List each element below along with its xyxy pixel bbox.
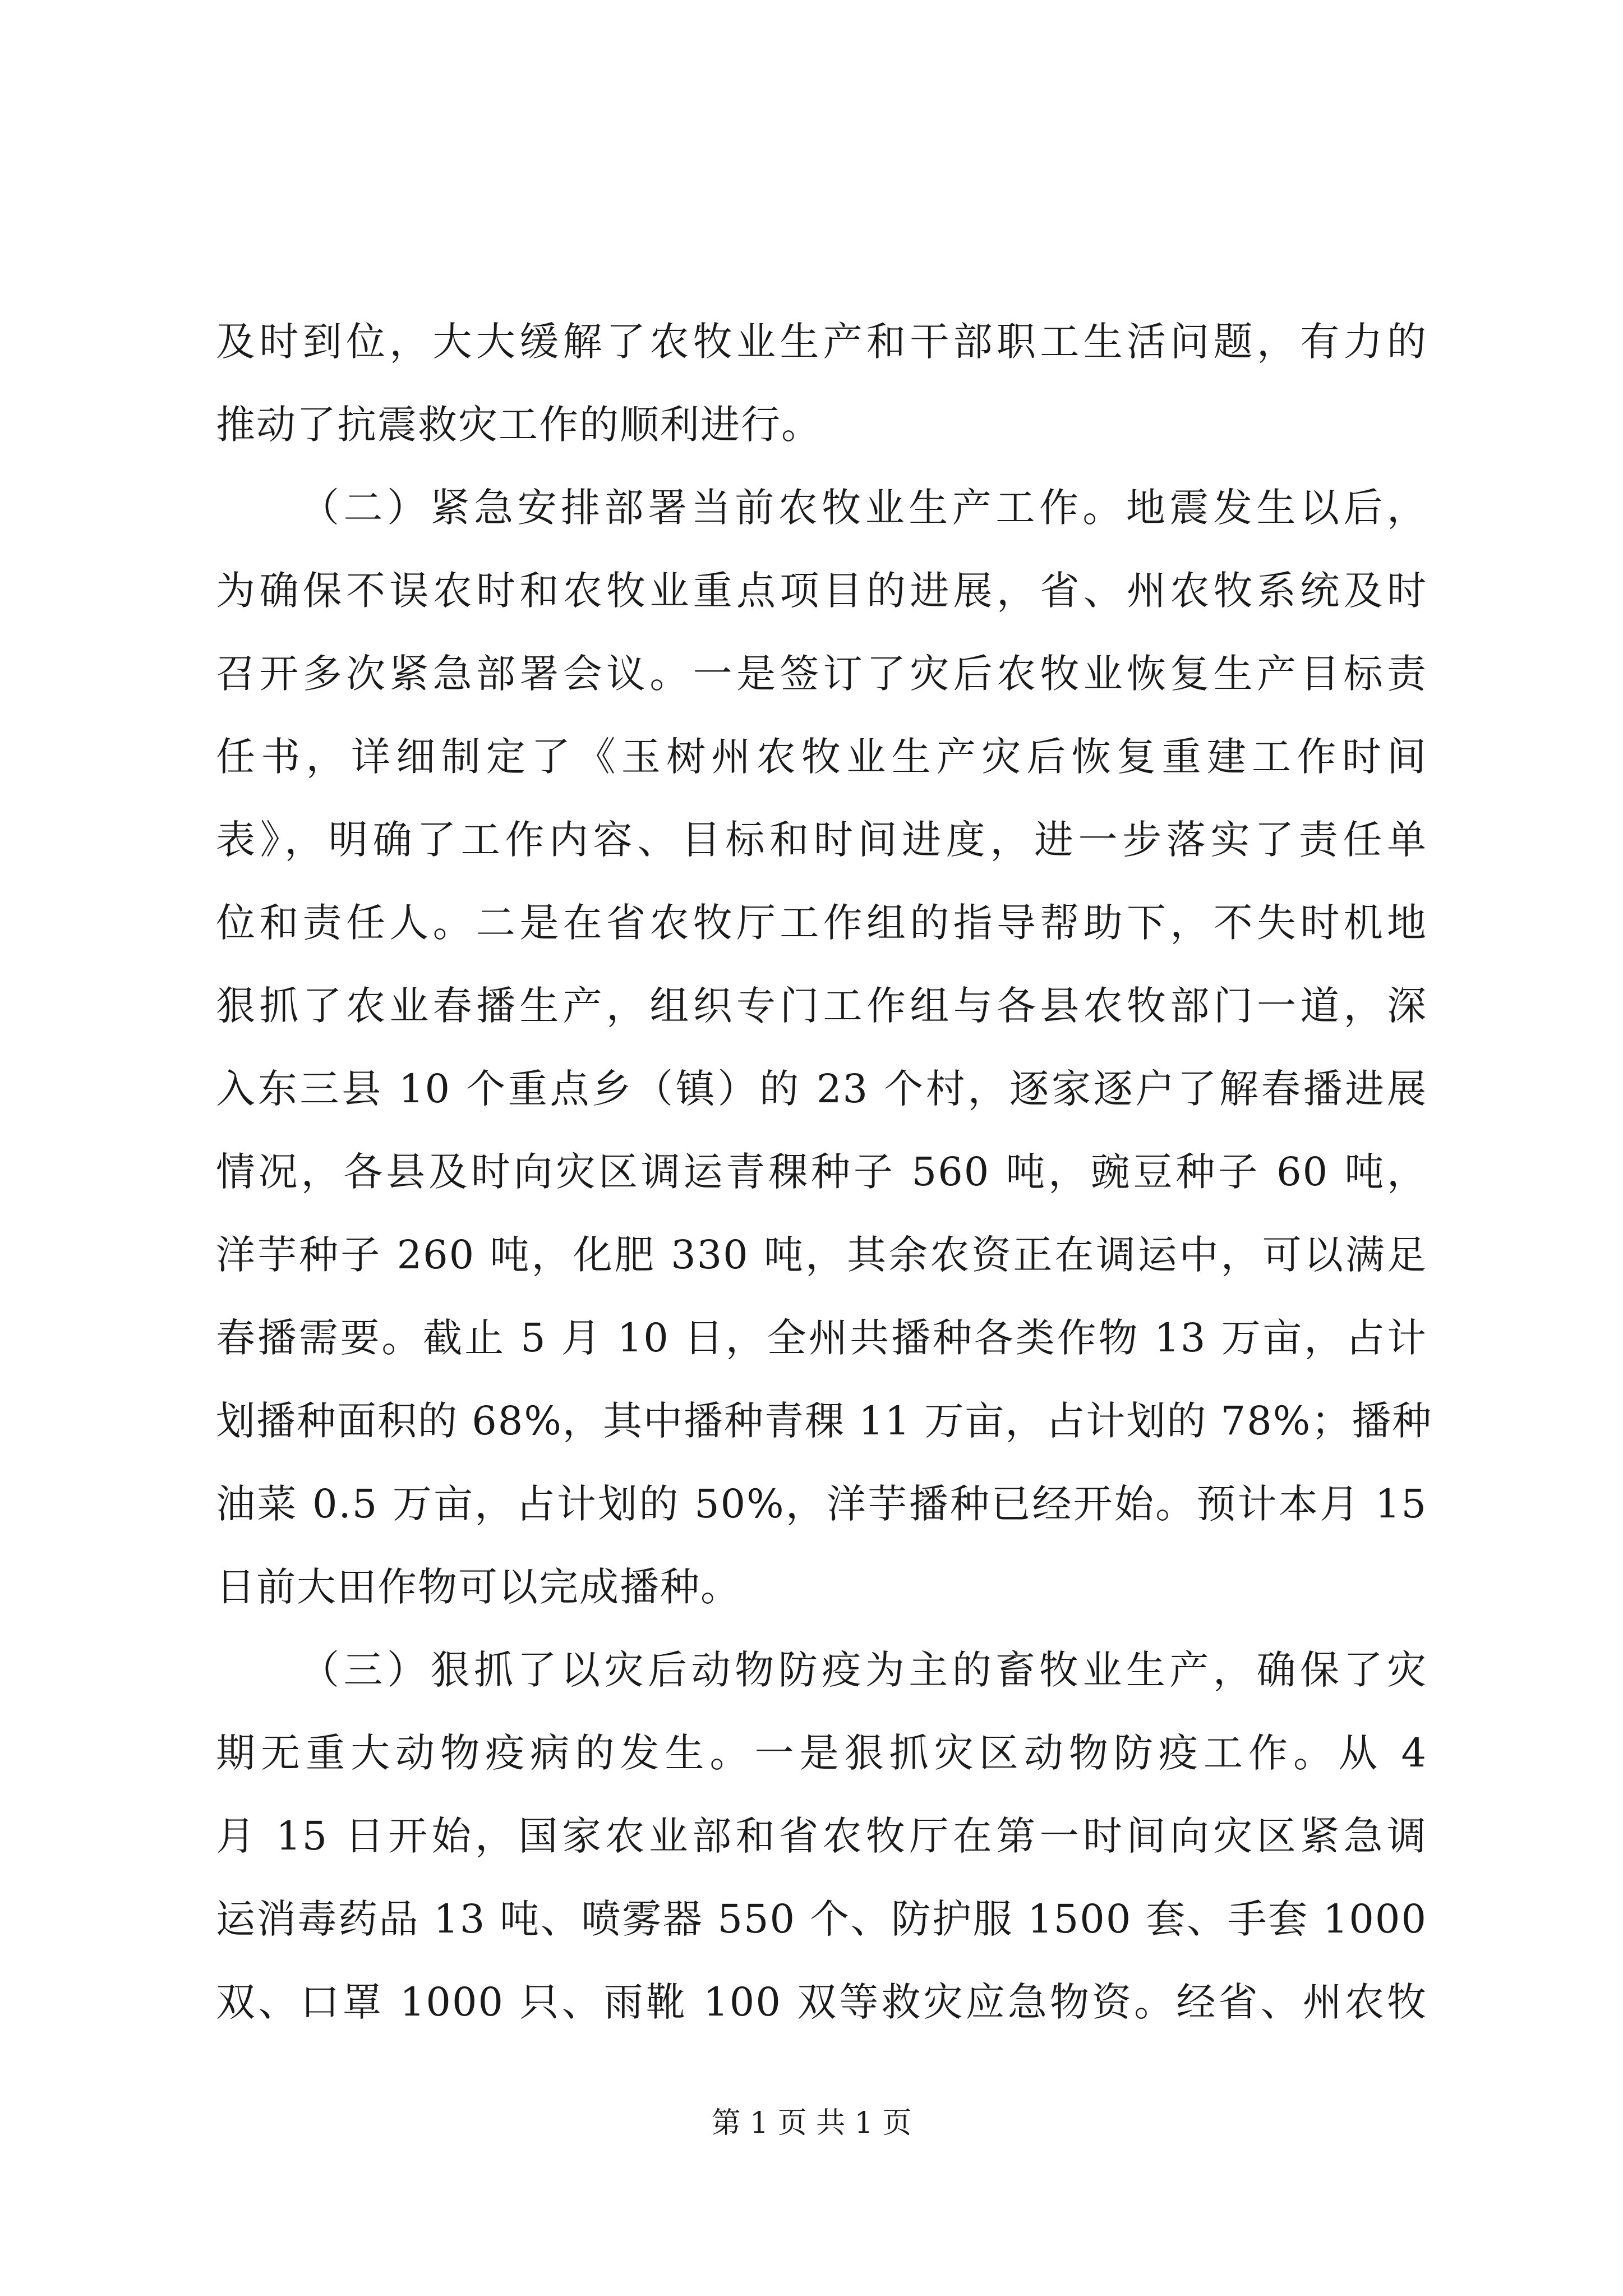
text-line: 运消毒药品 13 吨、喷雾器 550 个、防护服 1500 套、手套 1000	[216, 1896, 1427, 1942]
page-footer: 第 1 页 共 1 页	[711, 2106, 912, 2140]
text-line: 期无重大动物疫病的发生。一是狠抓灾区动物防疫工作。从 4	[216, 1730, 1427, 1776]
text-line: 日前大田作物可以完成播种。	[216, 1564, 741, 1610]
paragraph-heading-line: （三）狠抓了以灾后动物防疫为主的畜牧业生产，确保了灾	[300, 1647, 1427, 1693]
text-line: 洋芋种子 260 吨，化肥 330 吨，其余农资正在调运中，可以满足	[216, 1232, 1427, 1278]
text-line: 位和责任人。二是在省农牧厅工作组的指导帮助下，不失时机地	[216, 900, 1427, 946]
text-line: 情况，各县及时向灾区调运青稞种子 560 吨，豌豆种子 60 吨，	[216, 1149, 1427, 1195]
text-line: 为确保不误农时和农牧业重点项目的进展，省、州农牧系统及时	[216, 568, 1427, 614]
text-line: 春播需要。截止 5 月 10 日，全州共播种各类作物 13 万亩，占计	[216, 1315, 1427, 1361]
text-line: 双、口罩 1000 只、雨靴 100 双等救灾应急物资。经省、州农牧	[216, 1979, 1427, 2025]
text-line: 狠抓了农业春播生产，组织专门工作组与各县农牧部门一道，深	[216, 983, 1427, 1029]
text-line: 任书，详细制定了《玉树州农牧业生产灾后恢复重建工作时间	[216, 734, 1427, 780]
text-line: 划播种面积的 68%，其中播种青稞 11 万亩，占计划的 78%；播种	[216, 1398, 1433, 1444]
text-line: 推动了抗震救灾工作的顺利进行。	[216, 402, 822, 448]
text-line: 召开多次紧急部署会议。一是签订了灾后农牧业恢复生产目标责	[216, 651, 1427, 697]
body-text	[216, 300, 1433, 2044]
paragraph-heading-line: （二）紧急安排部署当前农牧业生产工作。地震发生以后，	[300, 485, 1427, 531]
text-line: 月 15 日开始，国家农业部和省农牧厅在第一时间向灾区紧急调	[216, 1813, 1427, 1859]
text-line: 及时到位，大大缓解了农牧业生产和干部职工生活问题，有力的	[216, 319, 1427, 365]
text-line: 油菜 0.5 万亩，占计划的 50%，洋芋播种已经开始。预计本月 15	[216, 1481, 1427, 1527]
text-line: 入东三县 10 个重点乡（镇）的 23 个村，逐家逐户了解春播进展	[216, 1066, 1427, 1112]
text-line: 表》，明确了工作内容、目标和时间进度，进一步落实了责任单	[216, 817, 1427, 863]
